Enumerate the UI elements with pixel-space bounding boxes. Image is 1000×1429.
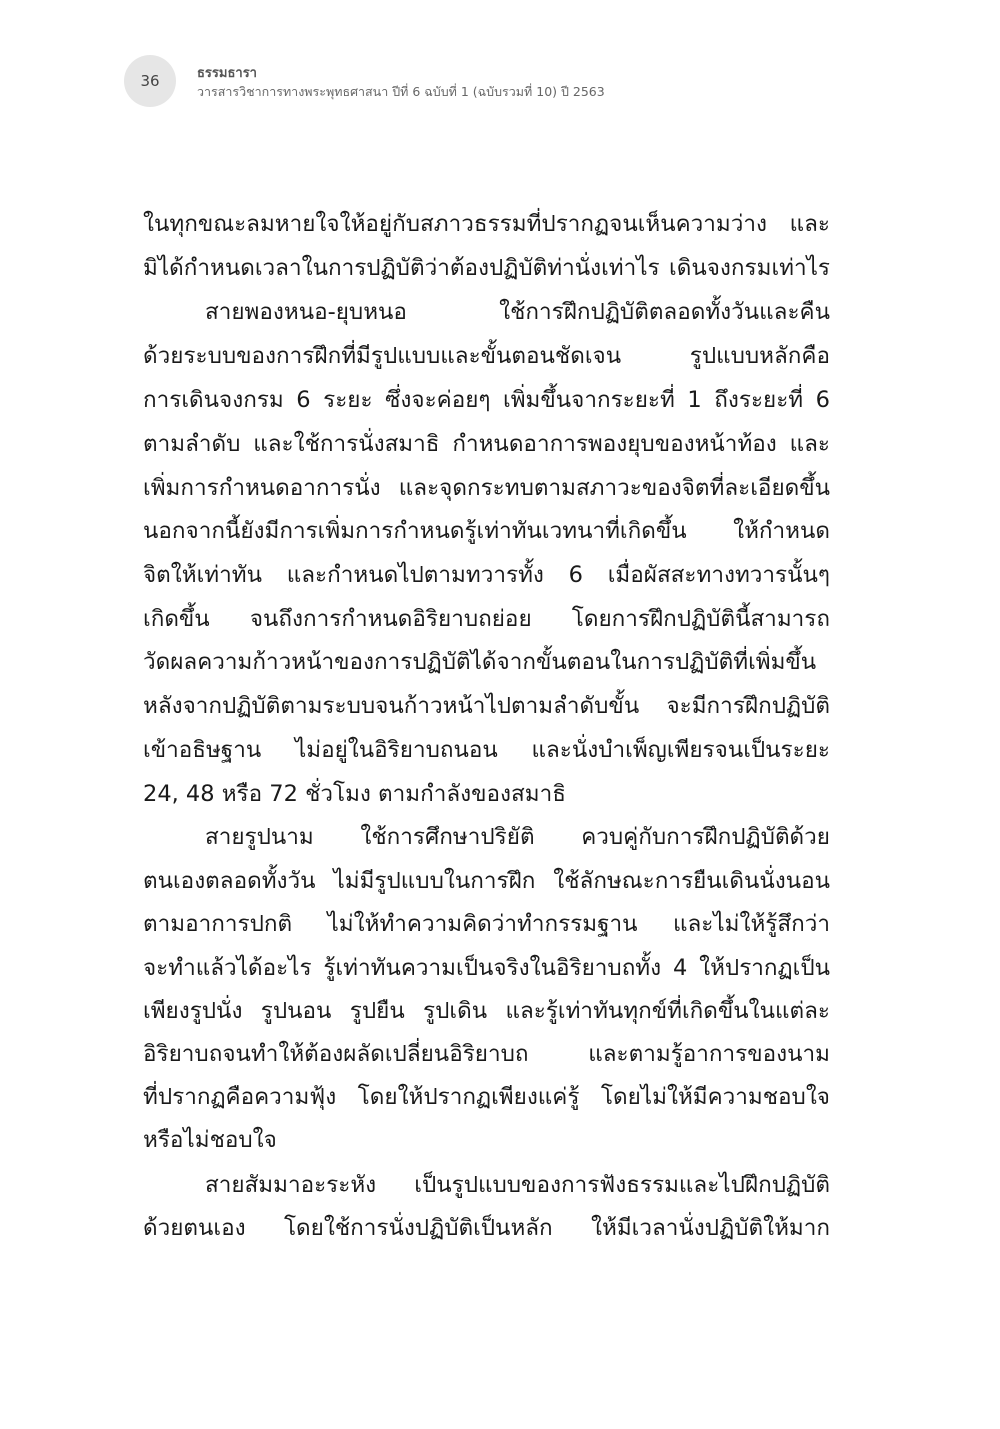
page-number: 36 — [140, 72, 160, 90]
paragraph-end-line: 24, 48 หรือ 72 ชั่วโมง ตามกำลังของสมาธิ — [143, 781, 566, 807]
body-line: จิตให้เท่าทัน และกำหนดไปตามทวารทั้ง 6 เมื่อผัสสะทางทวารนั้นๆ — [143, 562, 830, 588]
body-line: ด้วยตนเอง โดยใช้การนั่งปฏิบัติเป็นหลัก ให้มีเวลานั่งปฏิบัติให้มาก — [143, 1215, 830, 1241]
body-line: ตามลำดับ และใช้การนั่งสมาธิ กำหนดอาการพองยุบของหน้าท้อง และ — [143, 431, 830, 457]
body-line: เพิ่มการกำหนดอาการนั่ง และจุดกระทบตามสภาวะของจิตที่ละเอียดขึ้น — [143, 475, 830, 501]
body-line: จะทำแล้วได้อะไร รู้เท่าทันความเป็นจริงในอิริยาบถทั้ง 4 ให้ปรากฏเป็น — [143, 955, 830, 981]
body-line: เกิดขึ้น จนถึงการกำหนดอิริยาบถย่อย โดยการฝึกปฏิบัตินี้สามารถ — [143, 606, 830, 632]
body-line: เพียงรูปนั่ง รูปนอน รูปยืน รูปเดิน และรู้เท่าทันทุกข์ที่เกิดขึ้นในแต่ละ — [143, 998, 830, 1024]
journal-name: ธรรมธารา — [197, 66, 257, 81]
paragraph-start-line: สายสัมมาอะระหัง เป็นรูปแบบของการฟังธรรมและไปฝึกปฏิบัติ — [205, 1172, 830, 1198]
body-line: ที่ปรากฏคือความฟุ้ง โดยให้ปรากฏเพียงแค่รู้ โดยไม่ให้มีความชอบใจ — [143, 1084, 830, 1110]
body-line: มิได้กำหนดเวลาในการปฏิบัติว่าต้องปฏิบัติท่านั่งเท่าไร เดินจงกรมเท่าไร — [143, 255, 830, 281]
body-line: นอกจากนี้ยังมีการเพิ่มการกำหนดรู้เท่าทันเวทนาที่เกิดขึ้น ให้กำหนด — [143, 518, 830, 544]
body-line: หลังจากปฏิบัติตามระบบจนก้าวหน้าไปตามลำดับขั้น จะมีการฝึกปฏิบัติ — [143, 693, 830, 719]
body-line: วัดผลความก้าวหน้าของการปฏิบัติได้จากขั้นตอนในการปฏิบัติที่เพิ่มขึ้น — [143, 649, 817, 675]
body-line: อิริยาบถจนทำให้ต้องผลัดเปลี่ยนอิริยาบถ และตามรู้อาการของนาม — [143, 1041, 830, 1067]
body-line: ตามอาการปกติ ไม่ให้ทำความคิดว่าทำกรรมฐาน และไม่ให้รู้สึกว่า — [143, 911, 830, 937]
journal-subtitle: วารสารวิชาการทางพระพุทธศาสนา ปีที่ 6 ฉบับที่ 1 (ฉบับรวมที่ 10) ปี 2563 — [197, 84, 605, 99]
body-line: การเดินจงกรม 6 ระยะ ซึ่งจะค่อยๆ เพิ่มขึ้นจากระยะที่ 1 ถึงระยะที่ 6 — [143, 387, 830, 413]
paragraph-start-line: สายพองหนอ-ยุบหนอ ใช้การฝึกปฏิบัติตลอดทั้งวันและคืน — [205, 299, 830, 325]
body-line: ด้วยระบบของการฝึกที่มีรูปแบบและขั้นตอนชัดเจน รูปแบบหลักคือ — [143, 343, 830, 369]
body-line: เข้าอธิษฐาน ไม่อยู่ในอิริยาบถนอน และนั่งบำเพ็ญเพียรจนเป็นระยะ — [143, 737, 830, 763]
body-line: ตนเองตลอดทั้งวัน ไม่มีรูปแบบในการฝึก ใช้ลักษณะการยืนเดินนั่งนอน — [143, 868, 830, 894]
paragraph-end-line: หรือไม่ชอบใจ — [143, 1127, 277, 1153]
paragraph-start-line: สายรูปนาม ใช้การศึกษาปริยัติ ควบคู่กับการฝึกปฏิบัติด้วย — [205, 824, 830, 850]
body-line: ในทุกขณะลมหายใจให้อยู่กับสภาวธรรมที่ปรากฏจนเห็นความว่าง และ — [143, 211, 830, 237]
